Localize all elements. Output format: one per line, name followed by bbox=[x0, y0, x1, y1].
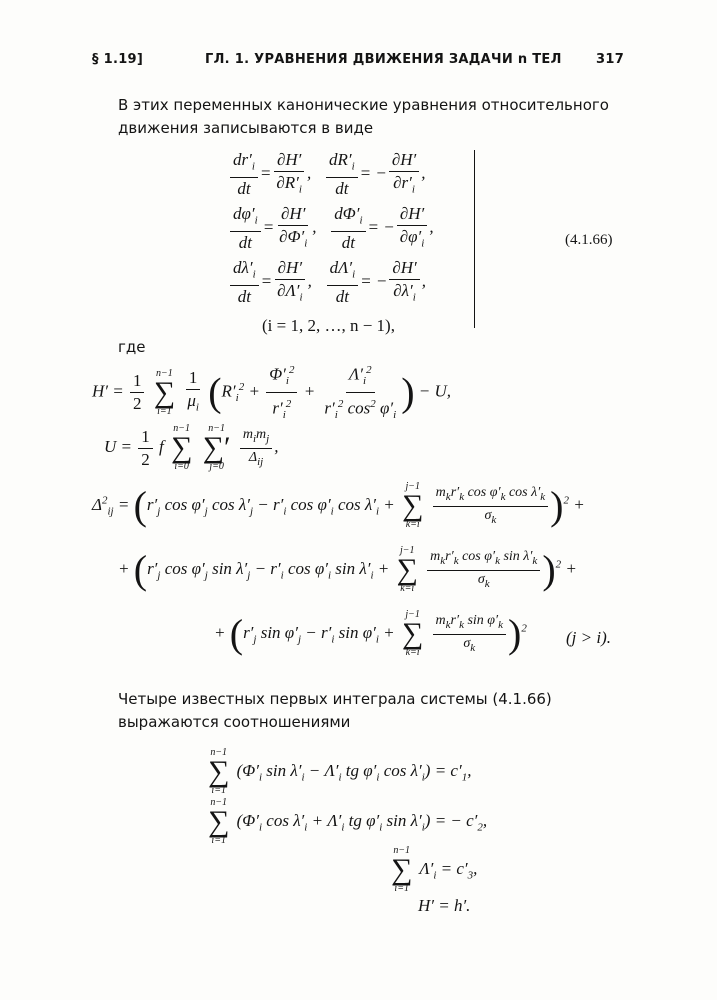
eq-row-lambda: $\frac{d\lambda'_i}{dt}$ = $\frac{\partial H'}{\partial\Lambda'_i}$ , $\frac{d\Lambda'_i}{dt}$ = − $\frac{\partial H'}{\partial\lambda'_i}$ , bbox=[228, 258, 434, 312]
equation-number: (4.1.66) bbox=[565, 232, 613, 248]
condition-j-gt-i: (j > i). bbox=[566, 628, 611, 647]
canonical-equations bbox=[228, 150, 434, 336]
page-number: 317 bbox=[596, 52, 625, 67]
delta-eq-line1: $\Delta^2_{ij} = (r'_j$ $\cos \varphi'_j$ $\cos \lambda'_j - r'_i$ $\cos \varphi'_i$ $\cos \lambda'_i$ + j−1 ∑ k=i $\frac{m_kr'_k \cos \varphi'_k \cos \lambda'_k}{\sigma_k}$ )$^2$ + bbox=[92, 481, 585, 530]
integral-2: n−1 ∑ i=1 ($\Phi'_i$ $\cos \lambda'_i + \Lambda'_i$ tg $\varphi'_i$ $\sin \lambda'_i$) = − $c'_2$, bbox=[208, 797, 488, 846]
section-ref: § 1.19] bbox=[92, 52, 144, 67]
where-label: где bbox=[118, 338, 146, 356]
delta-eq-line2: + ($r'_j$ $\cos \varphi'_j$ $\sin \lambda'_j - r'_i$ $\cos \varphi'_i$ $\sin \lambda'_i$ + j−1 ∑ k=i $\frac{m_kr'_k \cos \varphi'_k \sin \lambda'_k}{\sigma_k}$ )$^2$ + bbox=[118, 545, 577, 594]
delta-eq-line3: + ($r'_j$ $\sin \varphi'_j - r'_i$ $\sin \varphi'_i$ + j−1 ∑ k=i $\frac{m_kr'_k \sin \varphi'_k}{\sigma_k}$ )$^2$ bbox=[214, 609, 527, 658]
hamiltonian-eq: H′ = $\frac{1}{2}$ n−1 ∑ i=1 $\frac{1}{\mu_i}$ ($R'_i^2$ + $\frac{\Phi'_i^2}{r'_i^2}$ + $\frac{\Lambda'_i^2}{r'_i^2 \cos^2 \varphi'_i}$ ) − U, bbox=[92, 360, 451, 425]
integral-4: H′ = h′. bbox=[418, 896, 471, 915]
eq-row-r: $\frac{dr'_i}{dt}$ = $\frac{\partial H'}{\partial R'_i}$ , $\frac{dR'_i}{dt}$ = − $\frac{\partial H'}{\partial r'_i}$ , bbox=[228, 150, 434, 204]
integral-3: n−1 ∑ i=1 $\Lambda'_i = c'_3$, bbox=[391, 845, 478, 894]
eq-row-phi: $\frac{d\varphi'_i}{dt}$ = $\frac{\partial H'}{\partial\Phi'_i}$ , $\frac{d\Phi'_i}{dt}$ = − $\frac{\partial H'}{\partial\varphi'_i}$ , bbox=[228, 204, 434, 258]
integral-1: n−1 ∑ i=1 ($\Phi'_i$ $\sin \lambda'_i - \Lambda'_i$ tg $\varphi'_i$ $\cos \lambda'_i) = c'_1$, bbox=[208, 747, 472, 796]
integrals-paragraph: Четыре известных первых интеграла системы (4.1.66) выражаются соотношениями bbox=[118, 690, 552, 731]
index-range: (i = 1, 2, …, n − 1), bbox=[262, 316, 395, 335]
intro-paragraph: В этих переменных канонические уравнения относительного движения записываются в виде bbox=[118, 96, 609, 137]
running-title: ГЛ. 1. УРАВНЕНИЯ ДВИЖЕНИЯ ЗАДАЧИ n ТЕЛ bbox=[205, 52, 562, 67]
potential-eq: U = $\frac{1}{2}$ f n−1 ∑ i=0 n−1 ∑′ j=0 $\frac{m_im_j}{\Delta_{ij}}$ , bbox=[104, 423, 279, 472]
right-brace bbox=[470, 150, 475, 328]
